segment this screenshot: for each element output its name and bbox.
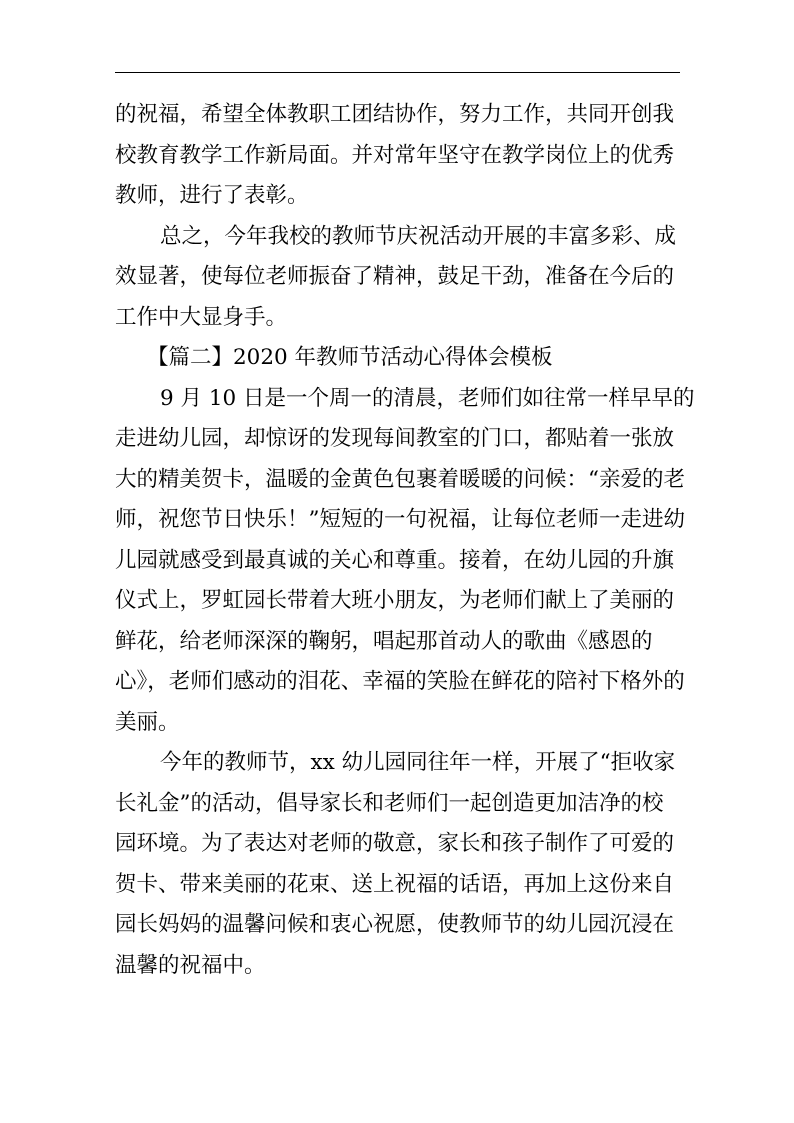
paragraph-4 bbox=[115, 743, 685, 986]
paragraph-2 bbox=[115, 217, 685, 339]
text-line: 园环境。为了表达对老师的敬意，家长和孩子制作了可爱的 bbox=[115, 831, 675, 856]
text-line: 大的精美贺卡，温暖的金黄色包裹着暖暖的问候：“亲爱的老 bbox=[115, 466, 685, 492]
text-line: 美丽。 bbox=[115, 709, 180, 735]
text-line: 的祝福，希望全体教职工团结协作，努力工作，共同开创我 bbox=[115, 102, 675, 127]
header-rule bbox=[115, 72, 680, 73]
text-line: 走进幼儿园，却惊讶的发现每间教室的门口，都贴着一张放 bbox=[115, 426, 675, 451]
section-heading: 【篇二】2020 年教师节活动心得体会模板 bbox=[147, 345, 553, 370]
text-line: 工作中大显身手。 bbox=[115, 304, 288, 330]
text-line: 园长妈妈的温馨问候和衷心祝愿，使教师节的幼儿园沉浸在 bbox=[115, 912, 675, 937]
text-line: 师，祝您节日快乐！”短短的一句祝福，让每位老师一走进幼 bbox=[115, 507, 685, 532]
text-line: 总之，今年我校的教师节庆祝活动开展的丰富多彩、成 bbox=[160, 223, 677, 249]
text-line: 教师，进行了表彰。 bbox=[115, 183, 309, 208]
text-line: 心》，老师们感动的泪花、幸福的笑脸在鲜花的陪衬下格外的 bbox=[115, 669, 685, 694]
text-line: 长礼金”的活动，倡导家长和老师们一起创造更加洁净的校 bbox=[115, 790, 664, 816]
text-line: 贺卡、带来美丽的花束、送上祝福的话语，再加上这份来自 bbox=[115, 871, 675, 897]
text-line: 仪式上，罗虹园长带着大班小朋友，为老师们献上了美丽的 bbox=[115, 588, 675, 613]
text-line: 今年的教师节，xx 幼儿园同往年一样，开展了“拒收家 bbox=[160, 750, 676, 775]
paragraph-3 bbox=[115, 379, 695, 744]
section-heading-paragraph bbox=[115, 338, 685, 379]
text-line: 9 月 10 日是一个周一的清晨，老师们如往常一样早早的 bbox=[160, 385, 695, 411]
text-line: 效显著，使每位老师振奋了精神，鼓足干劲，准备在今后的 bbox=[115, 264, 675, 289]
text-line: 温馨的祝福中。 bbox=[115, 952, 266, 978]
text-line: 校教育教学工作新局面。并对常年坚守在教学岗位上的优秀 bbox=[115, 142, 675, 168]
document-body bbox=[115, 95, 695, 986]
paragraph-1 bbox=[115, 95, 685, 217]
text-line: 儿园就感受到最真诚的关心和尊重。接着，在幼儿园的升旗 bbox=[115, 547, 675, 573]
text-line: 鲜花，给老师深深的鞠躬，唱起那首动人的歌曲《感恩的 bbox=[115, 628, 653, 654]
